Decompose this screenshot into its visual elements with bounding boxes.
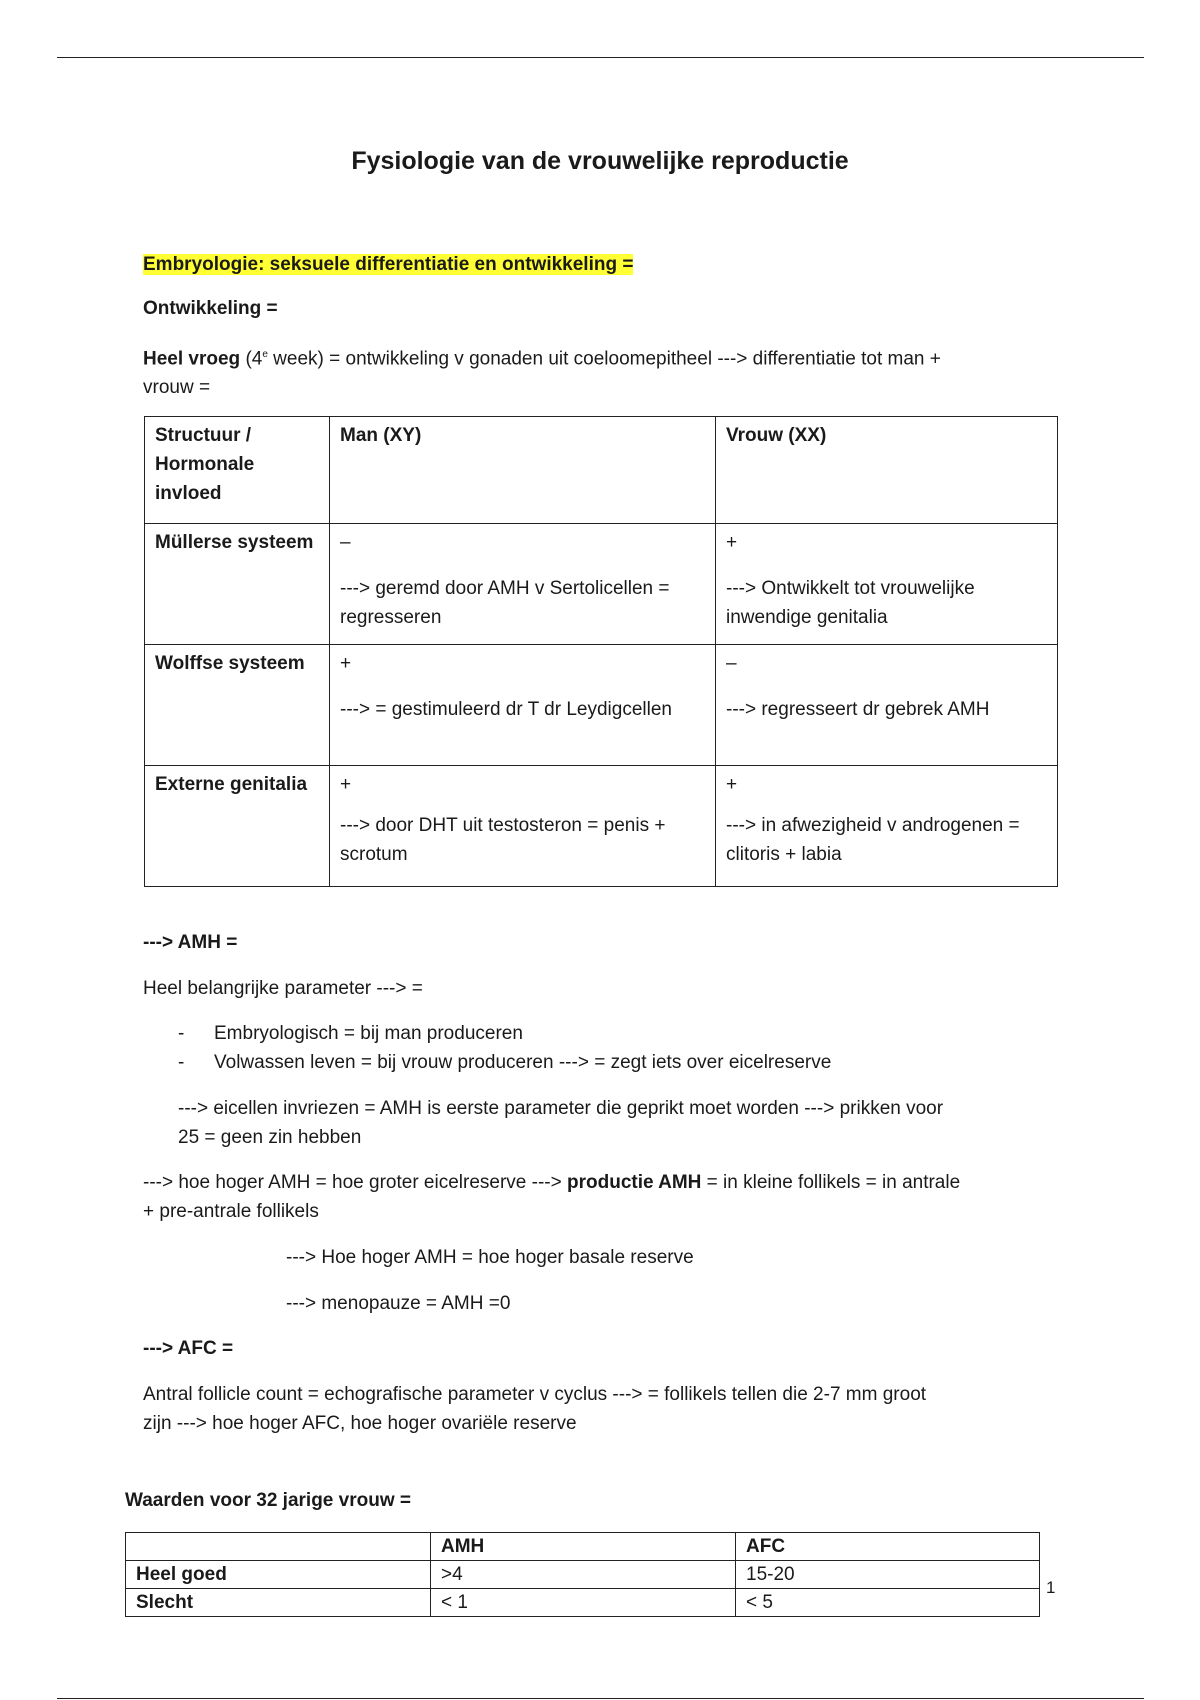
document-title: Fysiologie van de vrouwelijke reproductie — [351, 147, 849, 175]
header-vrouw: Vrouw (XX) — [716, 417, 1058, 524]
row-label: Slecht — [126, 1589, 431, 1617]
man-text: ---> door DHT uit testosteron = penis + scrotum — [340, 815, 666, 865]
header-man: Man (XY) — [330, 417, 716, 524]
amh-note-line2: 25 = geen zin hebben — [178, 1127, 362, 1148]
row-label: Heel goed — [126, 1561, 431, 1589]
table-row — [126, 1589, 1040, 1617]
vrouw-text: ---> regresseert dr gebrek AMH — [726, 699, 990, 720]
list-item: - Volwassen leven = bij vrouw produceren ---> = zegt iets over eicelreserve — [178, 1052, 832, 1073]
bottom-rule — [57, 1698, 1144, 1699]
amh-note-line1: ---> eicellen invriezen = AMH is eerste parameter die geprikt moet worden ---> prikken voor — [178, 1098, 944, 1119]
differentiation-table — [144, 416, 1058, 887]
row-afc: < 5 — [736, 1589, 1040, 1617]
afc-paragraph — [143, 1380, 1073, 1438]
vrouw-text: ---> Ontwikkelt tot vrouwelijke inwendige genitalia — [726, 578, 975, 628]
cell-man — [330, 645, 716, 766]
table-header-row — [126, 1533, 1040, 1561]
intro-bold: Heel vroeg — [143, 348, 241, 370]
section-heading-text: Embryologie: seksuele differentiatie en ontwikkeling = — [143, 254, 634, 275]
cell-structure: Müllerse systeem — [145, 524, 330, 645]
header-empty — [126, 1533, 431, 1561]
man-text: ---> geremd door AMH v Sertolicellen = regresseren — [340, 578, 670, 628]
cell-man — [330, 766, 716, 887]
intro-rest2: vrouw = — [143, 377, 211, 399]
amh-production-bold: productie AMH — [567, 1172, 702, 1193]
table-row — [145, 766, 1058, 887]
amh-sub2: ---> menopauze = AMH =0 — [286, 1293, 511, 1314]
amh-intro: Heel belangrijke parameter ---> = — [143, 978, 423, 999]
amh-note — [178, 1094, 943, 1152]
table-row — [145, 645, 1058, 766]
cell-structure: Externe genitalia — [145, 766, 330, 887]
cell-vrouw — [716, 524, 1058, 645]
subheading: Ontwikkeling = — [143, 298, 278, 319]
vrouw-sign: + — [726, 532, 738, 553]
section-heading — [143, 250, 633, 279]
header-afc: AFC — [736, 1533, 1040, 1561]
table-header-row — [145, 417, 1058, 524]
cell-man — [330, 524, 716, 645]
amh-production — [143, 1168, 1073, 1226]
afc-line1: Antral follicle count = echografische parameter v cyclus ---> = follikels tellen die 2-7 mm groot — [143, 1384, 927, 1405]
table-row — [126, 1561, 1040, 1589]
values-table — [125, 1532, 1040, 1617]
amh-sub1: ---> Hoe hoger AMH = hoe hoger basale reserve — [286, 1247, 694, 1268]
amh-production-post: = in kleine follikels = in antrale — [701, 1172, 961, 1193]
amh-bullet-list — [178, 1019, 831, 1077]
vrouw-sign: – — [726, 653, 737, 674]
row-amh: < 1 — [431, 1589, 736, 1617]
cell-structure: Wolffse systeem — [145, 645, 330, 766]
man-text: ---> = gestimuleerd dr T dr Leydigcellen — [340, 699, 672, 720]
afc-line2: zijn ---> hoe hoger AFC, hoe hoger ovariële reserve — [143, 1413, 577, 1434]
row-amh: >4 — [431, 1561, 736, 1589]
vrouw-sign: + — [726, 774, 738, 795]
afc-heading: ---> AFC = — [143, 1338, 234, 1359]
table-row — [145, 524, 1058, 645]
amh-heading: ---> AMH = — [143, 932, 238, 953]
man-sign: + — [340, 653, 352, 674]
intro-sup: e — [262, 349, 268, 360]
values-heading: Waarden voor 32 jarige vrouw = — [125, 1490, 411, 1511]
amh-production-pre: ---> hoe hoger AMH = hoe groter eicelreserve ---> — [143, 1172, 567, 1193]
intro-rest: week) = ontwikkeling v gonaden uit coeloomepitheel ---> differentiatie tot man + — [267, 348, 941, 370]
list-item-text: Volwassen leven = bij vrouw produceren ---> = zegt iets over eicelreserve — [214, 1052, 832, 1073]
vrouw-text: ---> in afwezigheid v androgenen = clitoris + labia — [726, 815, 1020, 865]
man-sign: + — [340, 774, 352, 795]
page-number: 1 — [1046, 1578, 1056, 1597]
row-afc: 15-20 — [736, 1561, 1040, 1589]
header-amh: AMH — [431, 1533, 736, 1561]
list-item-text: Embryologisch = bij man produceren — [214, 1023, 523, 1044]
intro-paragraph — [143, 340, 1073, 402]
man-sign: – — [340, 532, 351, 553]
top-rule — [57, 57, 1144, 58]
intro-week: (4 — [245, 348, 263, 370]
cell-vrouw — [716, 645, 1058, 766]
list-item: - Embryologisch = bij man produceren — [178, 1023, 523, 1044]
cell-vrouw — [716, 766, 1058, 887]
header-structure: Structuur / Hormonale invloed — [145, 417, 330, 524]
amh-production-line2: + pre-antrale follikels — [143, 1201, 319, 1222]
